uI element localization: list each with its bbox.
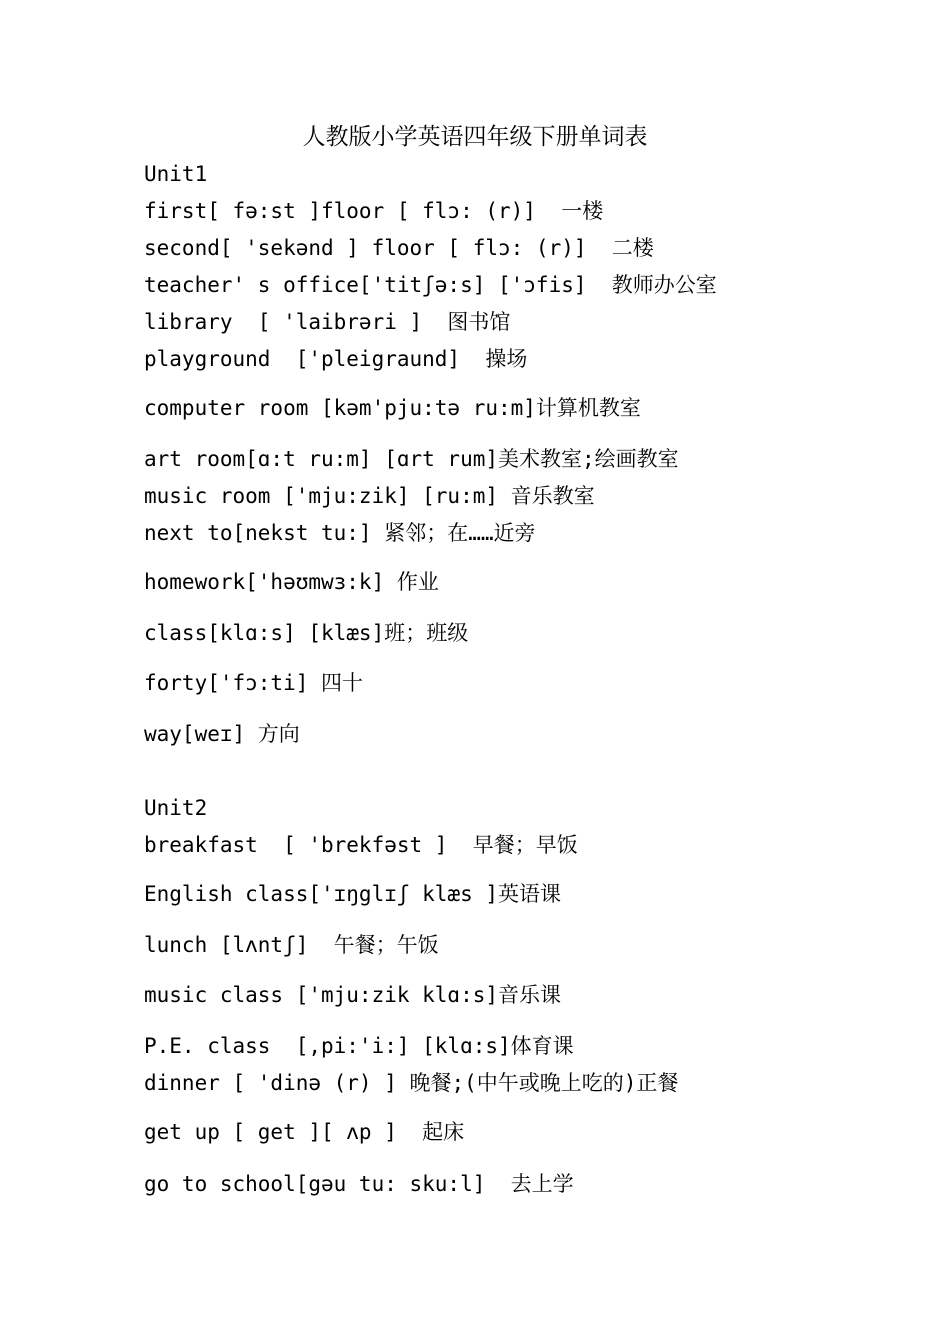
vocab-entry: forty['fɔ:ti] 四十 bbox=[144, 671, 364, 695]
vocab-entry: breakfast [ 'brekfəst ] 早餐；早饭 bbox=[144, 833, 578, 857]
vocab-entry: go to school[gəu tu: sku:l] 去上学 bbox=[144, 1172, 574, 1196]
vocab-entry: playground ['pleigraund] 操场 bbox=[144, 347, 528, 371]
vocab-entry: music room ['mju:zik] [ru:m] 音乐教室 bbox=[144, 484, 595, 508]
vocab-entry: P.E. class [,pi:'i:] [klɑ:s]体育课 bbox=[144, 1034, 574, 1058]
vocab-entry: get up [ get ][ ʌp ] 起床 bbox=[144, 1120, 465, 1144]
vocab-entry: second[ 'sekənd ] floor [ flɔ: (r)] 二楼 bbox=[144, 236, 654, 260]
vocab-entry: lunch [lʌntʃ] 午餐；午饭 bbox=[144, 933, 439, 957]
vocab-entry: class[klɑ:s] [klæs]班；班级 bbox=[144, 621, 469, 645]
vocab-entry: dinner [ 'dinə (r) ] 晚餐;(中午或晚上吃的)正餐 bbox=[144, 1071, 679, 1095]
vocab-entry: art room[ɑ:t ru:m] [ɑrt rum]美术教室;绘画教室 bbox=[144, 447, 679, 471]
vocab-entry: first[ fə:st ]floor [ flɔ: (r)] 一楼 bbox=[144, 199, 604, 223]
vocab-entry: library [ 'laibrəri ] 图书馆 bbox=[144, 310, 511, 334]
vocab-entry: music class ['mju:zik klɑ:s]音乐课 bbox=[144, 983, 562, 1007]
vocab-entry: teacher' s office['titʃə:s] ['ɔfis] 教师办公室 bbox=[144, 273, 717, 297]
vocab-entry: homework['həʊmwɜ:k] 作业 bbox=[144, 570, 439, 594]
vocab-entry: English class['ɪŋglɪʃ klæs ]英语课 bbox=[144, 882, 562, 906]
vocab-entry: way[weɪ] 方向 bbox=[144, 722, 300, 746]
vocab-entry: next to[nekst tu:] 紧邻；在……近旁 bbox=[144, 521, 536, 545]
unit-heading-1: Unit1 bbox=[144, 162, 208, 186]
document-title: 人教版小学英语四年级下册单词表 bbox=[302, 124, 648, 150]
unit-heading-2: Unit2 bbox=[144, 796, 208, 820]
vocab-entry: computer room [kəm'pju:tə ru:m]计算机教室 bbox=[144, 396, 641, 420]
